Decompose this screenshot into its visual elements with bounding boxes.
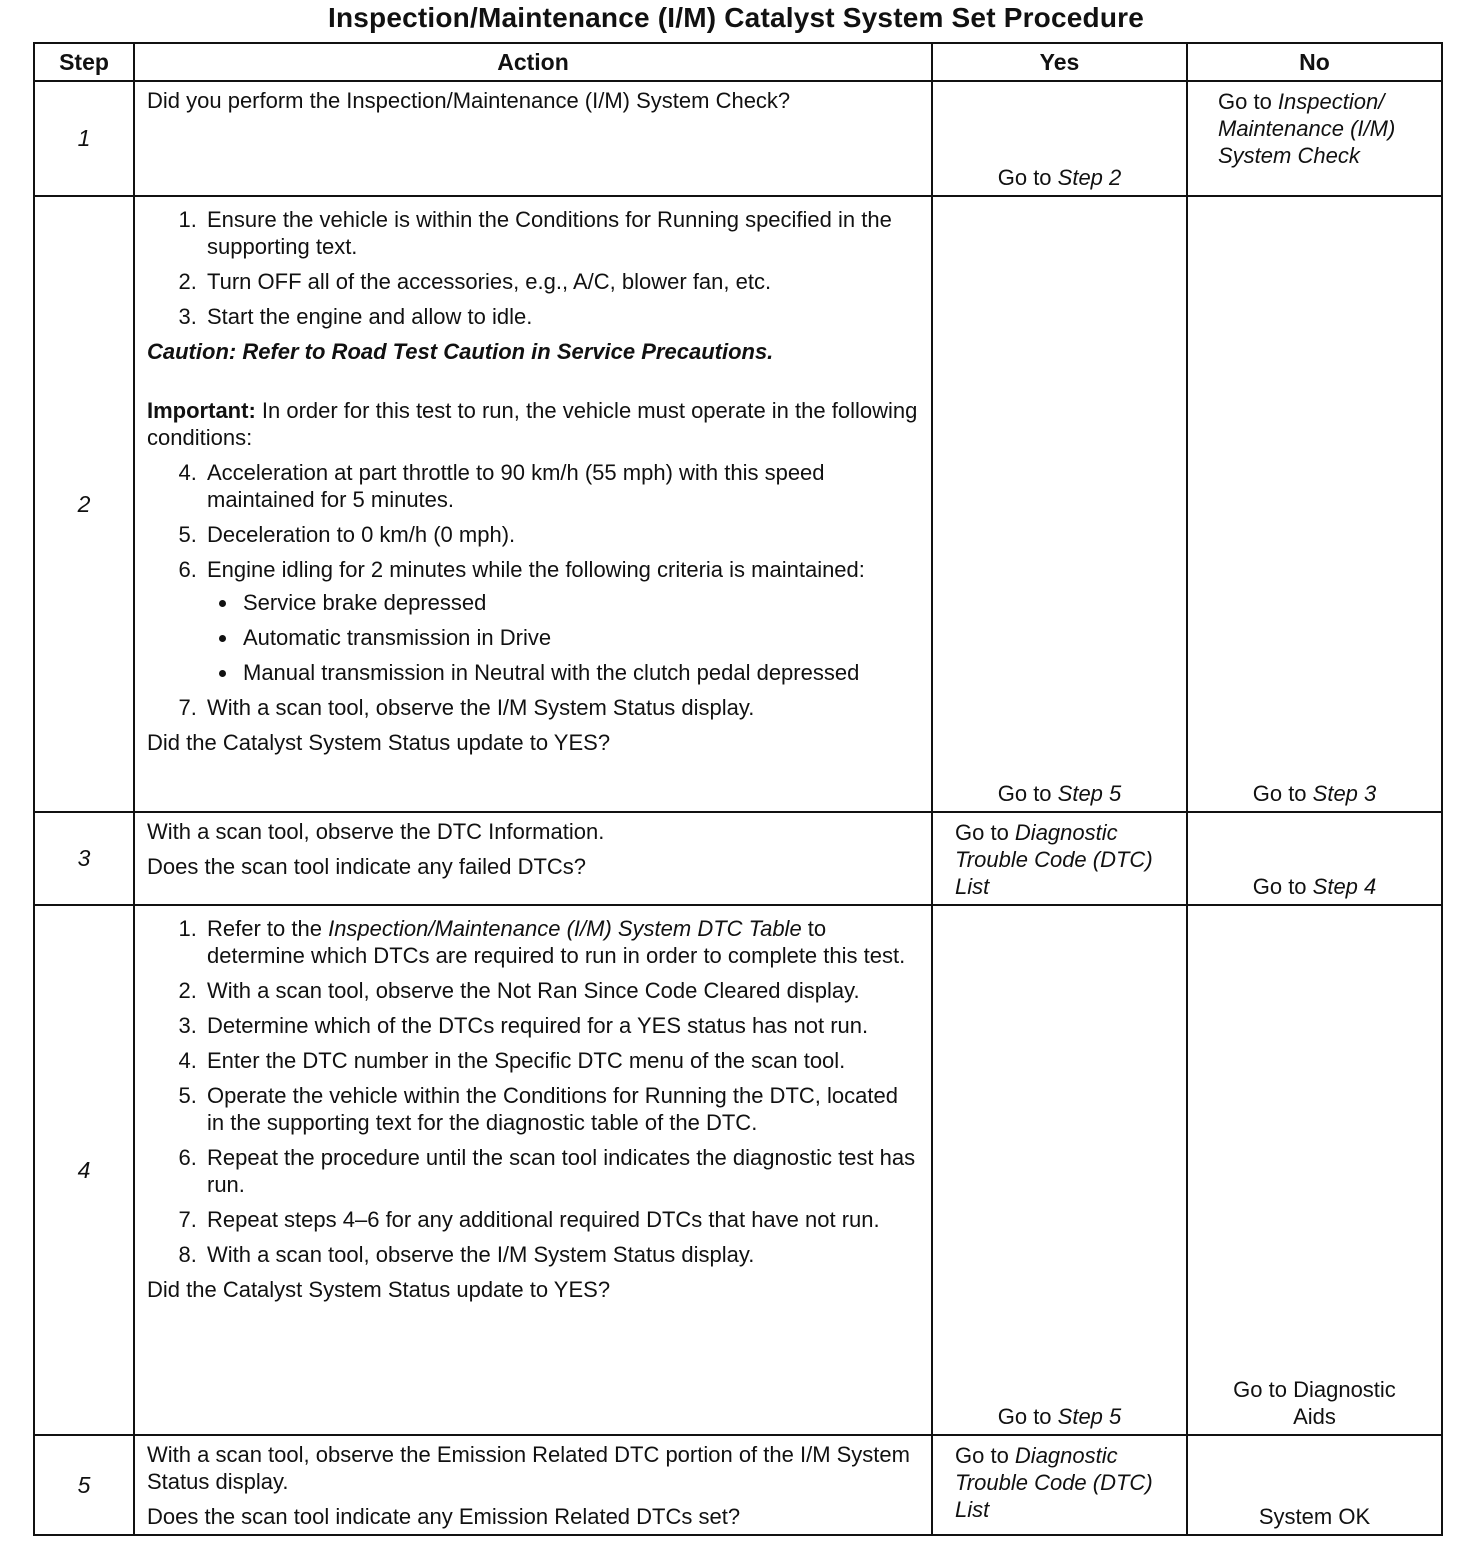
yes-link[interactable]: Diagnostic Trouble Code (DTC) List — [955, 820, 1153, 899]
step-number: 5 — [34, 1435, 134, 1535]
yes-cell — [932, 196, 1187, 812]
action-cell — [134, 81, 932, 196]
header-action: Action — [134, 43, 932, 81]
list-item: 8. With a scan tool, observe the I/M System Status display. — [203, 1241, 921, 1268]
question-text: Did the Catalyst System Status update to YES? — [147, 1277, 611, 1302]
question-text: Did the Catalyst System Status update to YES? — [147, 730, 611, 755]
list-item: 4. Acceleration at part throttle to 90 km/h (55 mph) with this speed maintained for 5 minutes. — [203, 459, 921, 513]
yes-link[interactable]: Step 2 — [1057, 165, 1122, 190]
action-text: With a scan tool, observe the Emission Related DTC portion of the I/M System Status display. — [147, 1442, 910, 1494]
step-number: 4 — [34, 905, 134, 1435]
yes-link[interactable]: Step 5 — [1057, 1404, 1122, 1429]
table-row-step-4 — [34, 905, 1442, 1435]
list-item-text: Engine idling for 2 minutes while the following criteria is maintained: — [207, 557, 865, 582]
action-text: With a scan tool, observe the DTC Information. — [147, 819, 605, 844]
table-row-step-5 — [34, 1435, 1442, 1535]
procedure-table — [33, 42, 1443, 1536]
dtc-table-link[interactable]: Inspection/Maintenance (I/M) System DTC Table — [328, 916, 802, 941]
page-title: Inspection/Maintenance (I/M) Catalyst System Set Procedure — [327, 2, 1145, 33]
header-no: No — [1187, 43, 1442, 81]
yes-prefix: Go to — [955, 820, 1015, 845]
yes-cell — [932, 81, 1187, 196]
action-cell — [134, 812, 932, 905]
list-item: 5. Operate the vehicle within the Conditions for Running the DTC, located in the supporting text for the diagnostic table of the DTC. — [203, 1082, 921, 1136]
no-prefix: Go to — [1252, 874, 1313, 899]
yes-prefix: Go to — [955, 1443, 1015, 1468]
no-cell — [1187, 81, 1442, 196]
yes-cell — [932, 812, 1187, 905]
header-step: Step — [34, 43, 134, 81]
table-row-step-2 — [34, 196, 1442, 812]
table-row-step-1 — [34, 81, 1442, 196]
header-yes: Yes — [932, 43, 1187, 81]
important-note — [147, 397, 921, 451]
yes-prefix: Go to — [997, 781, 1058, 806]
action-cell — [134, 196, 932, 812]
yes-prefix: Go to — [997, 165, 1058, 190]
yes-cell — [932, 905, 1187, 1435]
important-text: In order for this test to run, the vehicle must operate in the following conditions: — [147, 398, 918, 450]
list-item — [203, 556, 921, 686]
bullet-item: • Service brake depressed — [239, 589, 921, 616]
no-link[interactable]: Step 4 — [1312, 874, 1377, 899]
no-cell — [1187, 812, 1442, 905]
action-cell — [134, 905, 932, 1435]
instruction-list — [147, 206, 921, 330]
important-label: Important: — [147, 398, 256, 423]
no-prefix: Go to — [1218, 89, 1278, 114]
list-item: 4. Enter the DTC number in the Specific DTC menu of the scan tool. — [203, 1047, 921, 1074]
criteria-list — [207, 589, 921, 686]
no-link[interactable]: Inspection/ Maintenance (I/M) System Check — [1218, 89, 1396, 168]
list-item: 1. Ensure the vehicle is within the Conditions for Running specified in the supporting text. — [203, 206, 921, 260]
no-text: System OK — [1258, 1504, 1371, 1529]
no-text[interactable]: Go to Diagnostic Aids — [1233, 1377, 1396, 1429]
bullet-item: • Automatic transmission in Drive — [239, 624, 921, 651]
list-item: 3. Determine which of the DTCs required for a YES status has not run. — [203, 1012, 921, 1039]
bullet-item: • Manual transmission in Neutral with the clutch pedal depressed — [239, 659, 921, 686]
list-item: 7. With a scan tool, observe the I/M System Status display. — [203, 694, 921, 721]
action-cell — [134, 1435, 932, 1535]
step-number: 2 — [34, 196, 134, 812]
no-prefix: Go to — [1252, 781, 1313, 806]
list-item: 6. Repeat the procedure until the scan tool indicates the diagnostic test has run. — [203, 1144, 921, 1198]
question-text: Does the scan tool indicate any failed DTCs? — [147, 854, 587, 879]
list-item: 2. Turn OFF all of the accessories, e.g., A/C, blower fan, etc. — [203, 268, 921, 295]
caution-note: Caution: Refer to Road Test Caution in Service Precautions. — [147, 339, 774, 364]
list-item: 7. Repeat steps 4–6 for any additional required DTCs that have not run. — [203, 1206, 921, 1233]
no-cell — [1187, 1435, 1442, 1535]
table-row-step-3 — [34, 812, 1442, 905]
no-cell — [1187, 196, 1442, 812]
yes-link[interactable]: Diagnostic Trouble Code (DTC) List — [955, 1443, 1153, 1522]
no-cell — [1187, 905, 1442, 1435]
step-number: 3 — [34, 812, 134, 905]
list-item: 2. With a scan tool, observe the Not Ran Since Code Cleared display. — [203, 977, 921, 1004]
question-text: Did you perform the Inspection/Maintenance (I/M) System Check? — [147, 88, 791, 113]
list-item: 5. Deceleration to 0 km/h (0 mph). — [203, 521, 921, 548]
list-item-suffix: to determine which DTCs are required to run in order to complete this test. — [207, 916, 906, 968]
list-item-prefix: Refer to the — [207, 916, 329, 941]
no-link[interactable]: Step 3 — [1312, 781, 1377, 806]
instruction-list — [147, 915, 921, 1268]
header-row — [34, 43, 1442, 81]
list-item: 3. Start the engine and allow to idle. — [203, 303, 921, 330]
list-item — [203, 915, 921, 969]
step-number: 1 — [34, 81, 134, 196]
question-text: Does the scan tool indicate any Emission Related DTCs set? — [147, 1504, 741, 1529]
yes-link[interactable]: Step 5 — [1057, 781, 1122, 806]
instruction-list — [147, 459, 921, 721]
yes-cell — [932, 1435, 1187, 1535]
yes-prefix: Go to — [997, 1404, 1058, 1429]
